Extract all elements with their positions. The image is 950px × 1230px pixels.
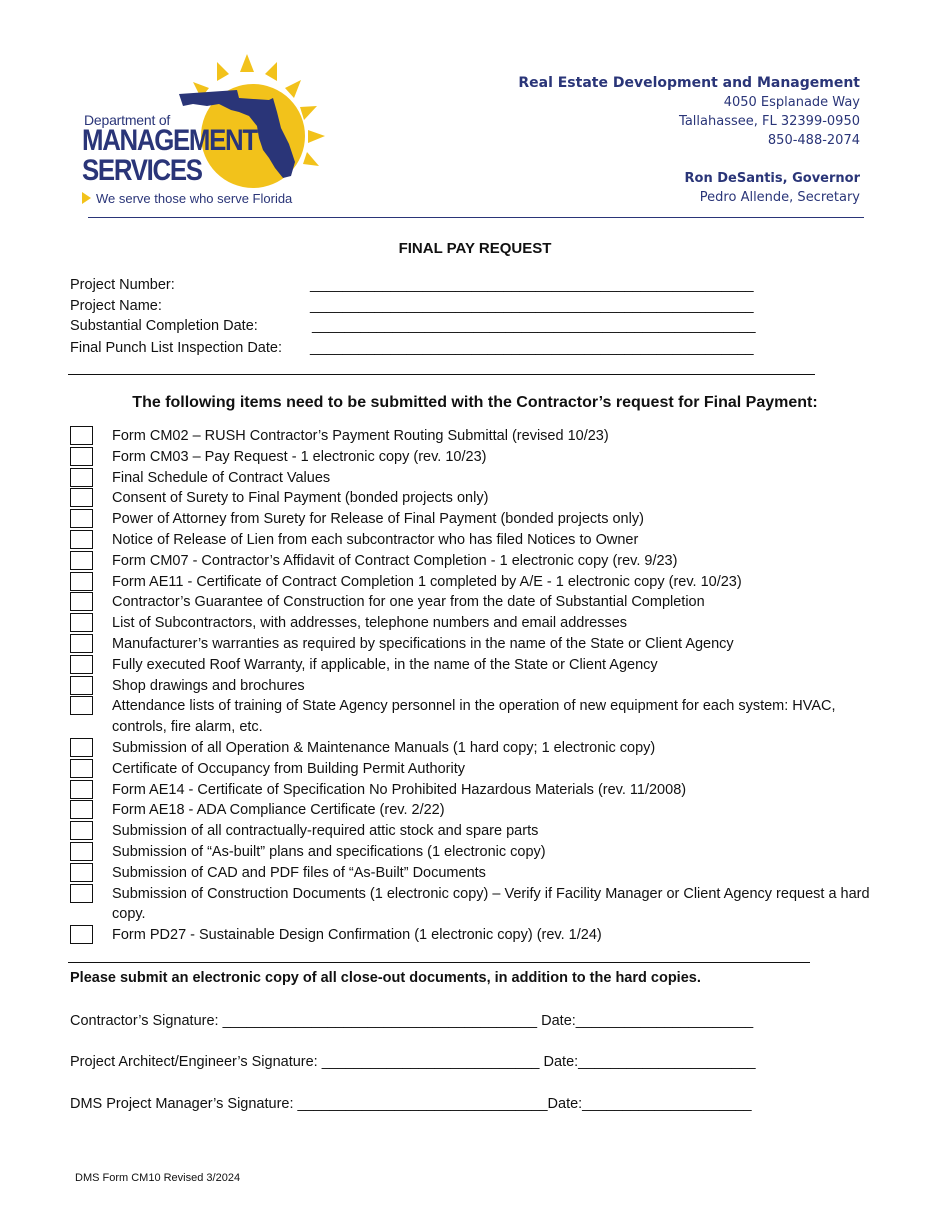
checklist-item-text: Submission of “As-built” plans and specifications (1 electronic copy) [112,843,546,860]
checklist-item-text: Submission of all contractually-required attic stock and spare parts [112,823,539,840]
checkbox[interactable] [70,738,93,757]
checklist-item [70,842,900,863]
electronic-copy-note: Please submit an electronic copy of all close-out documents, in addition to the hard copies. [70,970,701,986]
field-blank[interactable]: _______________________________________________________ [310,340,754,356]
checklist-item [70,759,900,780]
checklist-item-text: Shop drawings and brochures [112,677,305,694]
checklist-item-text: Form AE14 - Certificate of Specification No Prohibited Hazardous Materials (rev. 11/2008) [112,781,687,798]
checklist-item-text: List of Subcontractors, with addresses, telephone numbers and email addresses [112,615,628,632]
play-arrow-icon [82,192,91,204]
checklist-item [70,655,900,676]
checklist-item [70,592,900,613]
checklist-item [70,696,900,738]
checkbox[interactable] [70,780,93,799]
checkbox[interactable] [70,592,93,611]
checkbox[interactable] [70,696,93,715]
phone-number: 850-488-2074 [767,133,860,148]
checkbox[interactable] [70,530,93,549]
checklist-item-text: Form PD27 - Sustainable Design Confirmation (1 electronic copy) (rev. 1/24) [112,927,602,944]
logo-tagline-text: We serve those who serve Florida [96,191,293,206]
org-name: Real Estate Development and Management [518,75,860,91]
checkbox[interactable] [70,800,93,819]
street-address: 4050 Esplanade Way [723,95,860,110]
header-divider [88,217,864,218]
field-blank[interactable]: _______________________________________________________ [310,298,754,314]
governor-name: Ron DeSantis, Governor [684,171,860,186]
substantial-completion-date-field [70,318,756,334]
checkbox[interactable] [70,447,93,466]
checklist-item [70,925,900,946]
checklist-item-text: Form CM03 – Pay Request - 1 electronic copy (rev. 10/23) [112,448,487,465]
checklist-item-text: Submission of Construction Documents (1 electronic copy) – Verify if Facility Manager or Client Agency request a hard copy. [112,885,870,923]
checklist-item-text: Fully executed Roof Warranty, if applicable, in the name of the State or Client Agency [112,656,658,673]
field-label: Final Punch List Inspection Date: [70,340,282,356]
checkbox[interactable] [70,863,93,882]
checklist-item-text: Manufacturer’s warranties as required by specifications in the name of the State or Client Agency [112,635,734,652]
contractor-signature-line[interactable]: Contractor’s Signature: _______________________________________ Date:______________________ [70,1013,754,1029]
address-block [518,74,860,207]
checklist-item [70,488,900,509]
checklist [70,426,900,946]
checklist-item-text: Form AE18 - ADA Compliance Certificate (rev. 2/22) [112,802,445,819]
logo-services-text: SERVICES [82,154,202,187]
checklist-item-text: Submission of CAD and PDF files of “As-Built” Documents [112,864,486,881]
checkbox[interactable] [70,655,93,674]
checklist-item [70,676,900,697]
checklist-item [70,884,900,926]
checklist-item [70,572,900,593]
checklist-item [70,800,900,821]
checklist-item-text: Form CM07 - Contractor’s Affidavit of Contract Completion - 1 electronic copy (rev. 9/23) [112,552,678,569]
checklist-item [70,468,900,489]
form-footer: DMS Form CM10 Revised 3/2024 [75,1172,241,1184]
checkbox[interactable] [70,613,93,632]
checklist-item-text: Contractor’s Guarantee of Construction for one year from the date of Substantial Completion [112,594,705,611]
checklist-item [70,738,900,759]
checkbox[interactable] [70,925,93,944]
checklist-item [70,863,900,884]
checkbox[interactable] [70,551,93,570]
checkbox[interactable] [70,426,93,445]
checklist-item-text: Attendance lists of training of State Agency personnel in the operation of new equipment for each system: HVAC, controls, fire alarm, etc. [112,698,836,736]
logo-tagline [82,191,292,206]
section-divider [68,374,815,375]
checkbox[interactable] [70,884,93,903]
checkbox[interactable] [70,572,93,591]
city-address: Tallahassee, FL 32399-0950 [679,114,860,129]
checkbox[interactable] [70,821,93,840]
logo-department-text: Department of [84,112,171,128]
field-label: Project Name: [70,298,162,314]
checkbox[interactable] [70,468,93,487]
checkbox[interactable] [70,842,93,861]
checklist-item-text: Certificate of Occupancy from Building Permit Authority [112,760,465,777]
checklist-item [70,634,900,655]
checklist-item-text: Form CM02 – RUSH Contractor’s Payment Routing Submittal (revised 10/23) [112,428,609,444]
checklist-item-text: Consent of Surety to Final Payment (bonded projects only) [112,490,489,507]
dms-pm-signature-line[interactable]: DMS Project Manager’s Signature: _______________________________Date:_____________________ [70,1096,752,1112]
project-name-field [70,298,754,314]
checklist-heading: The following items need to be submitted with the Contractor’s request for Final Payment: [132,394,818,411]
checklist-item [70,613,900,634]
checklist-item [70,780,900,801]
architect-signature-line[interactable]: Project Architect/Engineer’s Signature: ___________________________ Date:______________________ [70,1054,756,1070]
checklist-item-text: Form AE11 - Certificate of Contract Completion 1 completed by A/E - 1 electronic copy (rev. 10/23) [112,573,742,590]
punch-list-inspection-date-field [70,340,754,356]
checkbox[interactable] [70,488,93,507]
checklist-item [70,447,900,468]
logo-management-text: MANAGEMENT [82,124,257,157]
page-title: FINAL PAY REQUEST [398,240,552,257]
checkbox[interactable] [70,634,93,653]
secretary-name: Pedro Allende, Secretary [699,190,860,205]
field-label: Project Number: [70,277,175,293]
checklist-item-text: Final Schedule of Contract Values [112,469,331,486]
checklist-item [70,426,900,447]
checklist-item [70,821,900,842]
checklist-item [70,509,900,530]
checklist-divider [68,962,810,963]
project-number-field [70,277,754,293]
checklist-item [70,530,900,551]
checklist-item-text: Notice of Release of Lien from each subcontractor who has filed Notices to Owner [112,531,639,548]
dms-logo [82,54,332,210]
field-label: Substantial Completion Date: [70,318,258,334]
checkbox[interactable] [70,509,93,528]
checklist-item [70,551,900,572]
checkbox[interactable] [70,676,93,695]
field-blank[interactable]: _______________________________________________________ [312,318,756,334]
field-blank[interactable]: _______________________________________________________ [310,277,754,293]
checkbox[interactable] [70,759,93,778]
checklist-item-text: Submission of all Operation & Maintenance Manuals (1 hard copy; 1 electronic copy) [112,739,656,756]
checklist-item-text: Power of Attorney from Surety for Release of Final Payment (bonded projects only) [112,511,644,528]
